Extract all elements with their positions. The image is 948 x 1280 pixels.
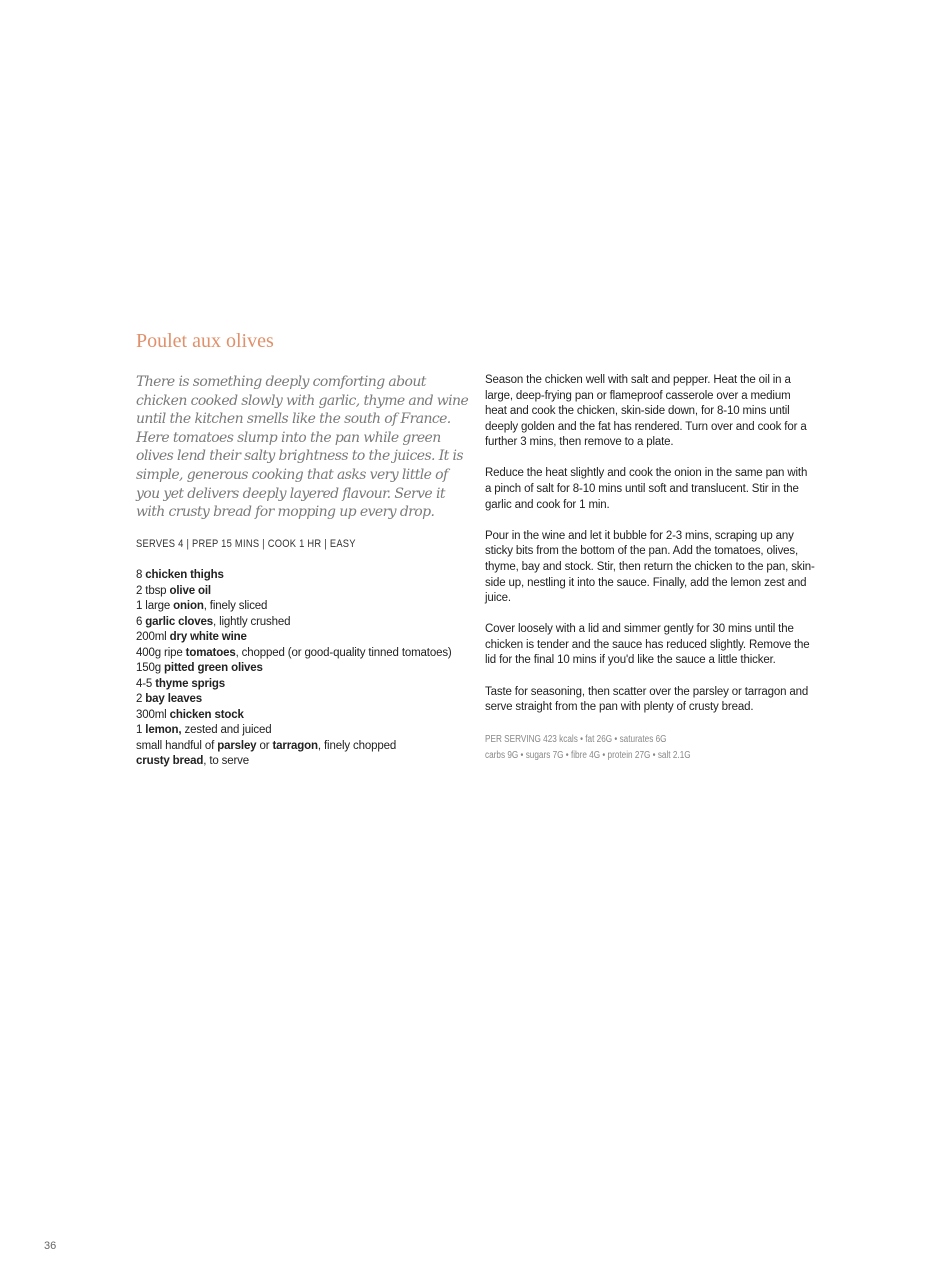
ingredient-item: 6 garlic cloves, lightly crushed	[136, 615, 291, 628]
ingredient-item: 1 lemon, zested and juiced	[136, 724, 272, 736]
method-steps	[485, 373, 815, 731]
ingredient-item: 4-5 thyme sprigs	[136, 677, 225, 690]
ingredients-list	[136, 568, 476, 770]
method-step: Reduce the heat slightly and cook the onion in the same pan with a pinch of salt for 8-10 mins until soft and translucent. Stir in the garlic and cook for 1 min.	[485, 467, 808, 511]
ingredient-item: 400g ripe tomatoes, chopped (or good-quality tinned tomatoes)	[136, 646, 452, 659]
ingredient-item: 2 bay leaves	[136, 693, 202, 705]
ingredient-item: 300ml chicken stock	[136, 708, 244, 721]
nutrition-info	[485, 732, 756, 763]
recipe-meta: SERVES 4 | PREP 15 MINS | COOK 1 HR | EASY	[136, 538, 356, 550]
ingredient-item: 8 chicken thighs	[136, 569, 224, 581]
method-step: Pour in the wine and let it bubble for 2-3 mins, scraping up any sticky bits from the bottom of the pan. Add the tomatoes, olives, thyme, bay and stock. Stir, then return the chicken to the pan, skin-side up, nestling it into the sauce. Finally, add the lemon zest and juice.	[485, 529, 815, 605]
recipe-title: Poulet aux olives	[136, 330, 274, 352]
ingredient-item: 2 tbsp olive oil	[136, 584, 211, 597]
nutrition-line: PER SERVING 423 kcals • fat 26G • saturates 6G	[485, 734, 667, 745]
nutrition-line: carbs 9G • sugars 7G • fibre 4G • protein 27G • salt 2.1G	[485, 749, 691, 761]
ingredient-item: 200ml dry white wine	[136, 631, 247, 643]
ingredient-item: small handful of parsley or tarragon, finely chopped	[136, 739, 397, 752]
ingredient-item: 1 large onion, finely sliced	[136, 600, 268, 612]
ingredient-item: crusty bread, to serve	[136, 755, 250, 767]
ingredient-item: 150g pitted green olives	[136, 662, 263, 674]
recipe-intro: There is something deeply comforting about chicken cooked slowly with garlic, thyme and wine until the kitchen smells like the south of France. Here tomatoes slump into the pan while green olives lend their salty brightness to the juices. It is simple, generous cooking that asks very little of you yet delivers deeply layered flavour. Serve it with crusty bread for mopping up every drop.	[136, 374, 469, 521]
method-step: Taste for seasoning, then scatter over the parsley or tarragon and serve straight from the pan with plenty of crusty bread.	[485, 685, 809, 714]
method-step: Cover loosely with a lid and simmer gently for 30 mins until the chicken is tender and the sauce has reduced slightly. Remove the lid for the final 10 mins if you'd like the sauce a little thicker.	[485, 623, 810, 667]
method-step: Season the chicken well with salt and pepper. Heat the oil in a large, deep-frying pan or flameproof casserole over a medium heat and cook the chicken, skin-side down, for 8-10 mins until deeply golden and the fat has rendered. Turn over and cook for a further 3 mins, then remove to a plate.	[485, 374, 807, 449]
page-number: 36	[44, 1240, 57, 1252]
